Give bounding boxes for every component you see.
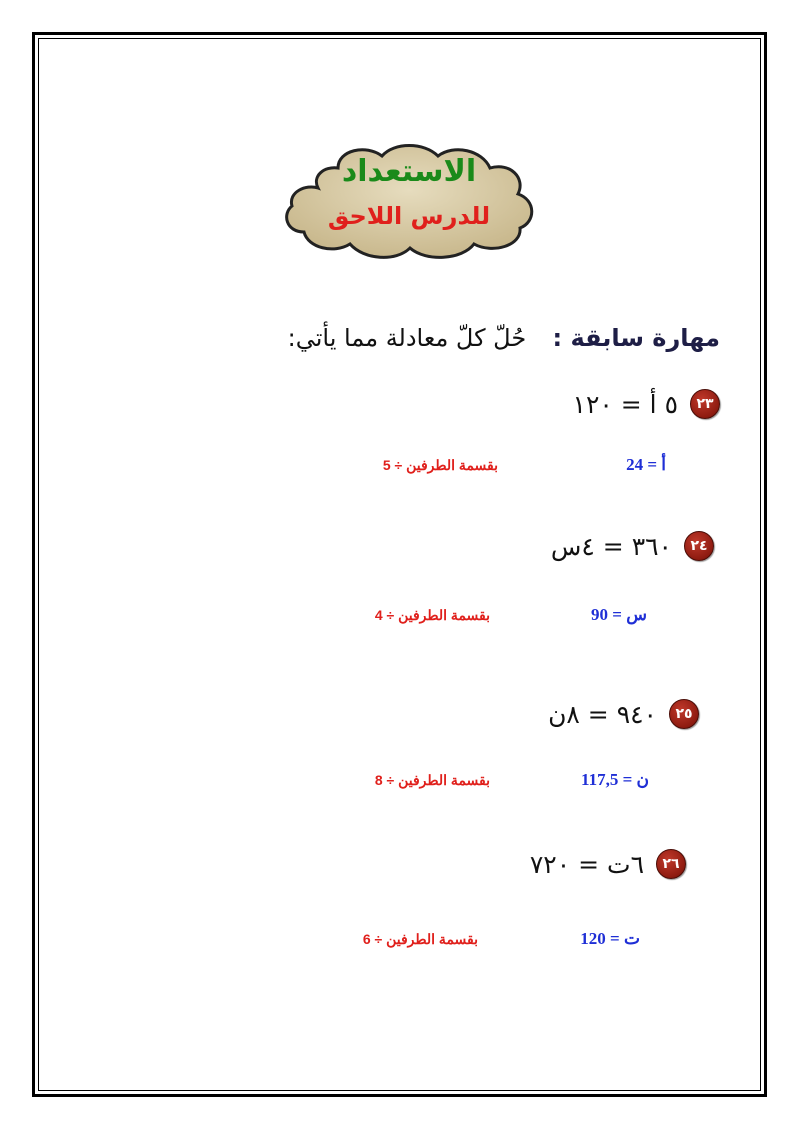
method-23: بقسمة الطرفين ÷ 5 bbox=[382, 457, 498, 473]
problem-number-badge: ٢٦ bbox=[656, 849, 686, 879]
previous-skill-label: مهارة سابقة : bbox=[552, 324, 720, 352]
answer-24: س = 90 bbox=[591, 605, 647, 624]
method-25: بقسمة الطرفين ÷ 8 bbox=[374, 772, 490, 788]
header-subtitle: للدرس اللاحق bbox=[327, 202, 491, 230]
answer-25: ن = 117,5 bbox=[581, 770, 649, 789]
equation: ٩٤٠ = ٨ن bbox=[548, 699, 657, 729]
problem-23 bbox=[573, 389, 720, 419]
header-title: الاستعداد bbox=[341, 154, 477, 189]
method-24: بقسمة الطرفين ÷ 4 bbox=[374, 607, 490, 623]
header-cloud bbox=[278, 136, 540, 266]
problem-number-badge: ٢٥ bbox=[669, 699, 699, 729]
equation: ٥ أ = ١٢٠ bbox=[572, 389, 678, 419]
problem-26 bbox=[530, 849, 686, 879]
equation: ٣٦٠ = ٤س bbox=[550, 531, 672, 561]
problem-number-badge: ٢٤ bbox=[684, 531, 714, 561]
problem-number-badge: ٢٣ bbox=[690, 389, 720, 419]
equation: ٦ت = ٧٢٠ bbox=[529, 849, 644, 879]
problem-24 bbox=[551, 531, 714, 561]
method-26: بقسمة الطرفين ÷ 6 bbox=[362, 931, 478, 947]
answer-23: أ = 24 bbox=[626, 455, 666, 474]
problem-25 bbox=[548, 699, 699, 729]
instruction-text: حُلّ كلّ معادلة مما يأتي: bbox=[287, 324, 527, 352]
answer-26: ت = 120 bbox=[580, 929, 640, 948]
instruction-line bbox=[288, 324, 720, 352]
